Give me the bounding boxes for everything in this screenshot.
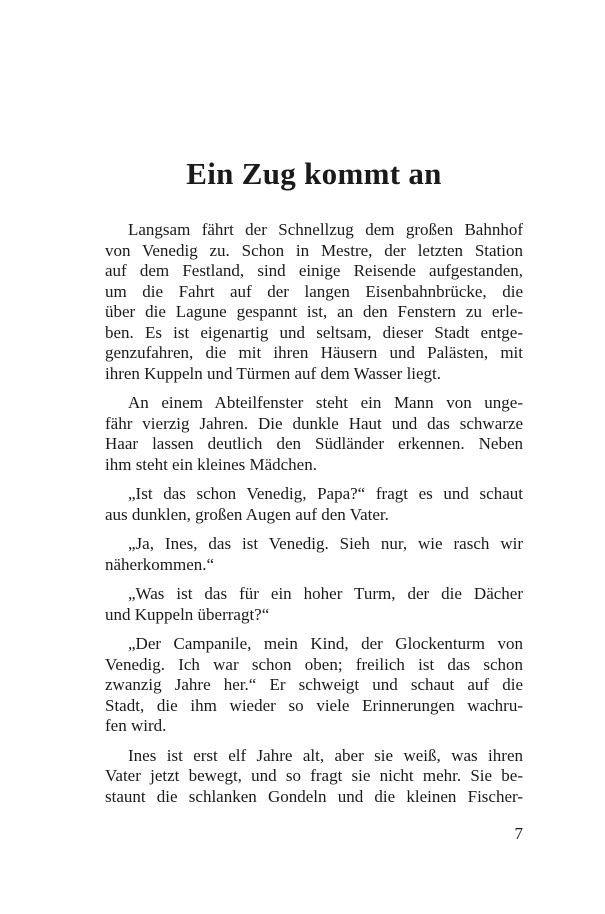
paragraph	[105, 220, 523, 384]
paragraph	[105, 746, 523, 808]
text-line: von Venedig zu. Schon in Mestre, der letzten Station	[105, 240, 523, 260]
paragraph	[105, 584, 523, 625]
text-line: „Was ist das für ein hoher Turm, der die Dächer	[128, 584, 523, 603]
page-body	[105, 220, 523, 807]
text-line: genzufahren, die mit ihren Häusern und Palästen, mit	[105, 343, 523, 362]
text-line: Vater jetzt bewegt, und so fragt sie nicht mehr. Sie be-	[105, 766, 523, 785]
text-line: Haar lassen deutlich den Südländer erkennen. Neben	[105, 434, 523, 453]
text-line: ihren Kuppeln und Türmen auf dem Wasser liegt.	[105, 363, 442, 383]
text-line: „Ja, Ines, das ist Venedig. Sieh nur, wie rasch wir	[128, 534, 523, 553]
paragraph	[105, 484, 523, 525]
text-line: auf dem Festland, sind einige Reisende aufgestanden,	[105, 261, 523, 280]
text-line: ihm steht ein kleines Mädchen.	[105, 454, 317, 474]
text-line: „Ist das schon Venedig, Papa?“ fragt es und schaut	[128, 484, 523, 503]
text-line: zwanzig Jahre her.“ Er schweigt und schaut auf die	[105, 675, 523, 694]
chapter-title: Ein Zug kommt an	[186, 156, 442, 191]
text-line: „Der Campanile, mein Kind, der Glockenturm von	[128, 634, 523, 653]
text-line: ben. Es ist eigenartig und seltsam, dieser Stadt entge-	[105, 322, 523, 342]
text-line: über die Lagune gespannt ist, an den Fenstern zu erle-	[105, 302, 523, 321]
text-line: Langsam fährt der Schnellzug dem großen Bahnhof	[128, 220, 523, 239]
text-line: fen wird.	[105, 716, 167, 735]
paragraph	[105, 634, 523, 737]
page-number: 7	[514, 824, 523, 843]
text-line: Ines ist erst elf Jahre alt, aber sie weiß, was ihren	[128, 745, 523, 765]
paragraph	[105, 393, 523, 475]
text-line: Venedig. Ich war schon oben; freilich ist das schon	[105, 654, 523, 674]
text-column	[105, 0, 523, 844]
text-line: um die Fahrt auf der langen Eisenbahnbrücke, die	[105, 281, 523, 301]
text-line: staunt die schlanken Gondeln und die kleinen Fischer-	[105, 786, 523, 806]
text-line: An einem Abteilfenster steht ein Mann von unge-	[128, 393, 523, 412]
text-line: und Kuppeln überragt?“	[105, 604, 270, 624]
text-line: näherkommen.“	[105, 554, 215, 574]
paragraph	[105, 534, 523, 575]
text-line: fähr vierzig Jahren. Die dunkle Haut und das schwarze	[105, 413, 523, 433]
text-line: Stadt, die ihm wieder so viele Erinnerungen wachru-	[105, 695, 523, 715]
text-line: aus dunklen, großen Augen auf den Vater.	[105, 504, 389, 524]
